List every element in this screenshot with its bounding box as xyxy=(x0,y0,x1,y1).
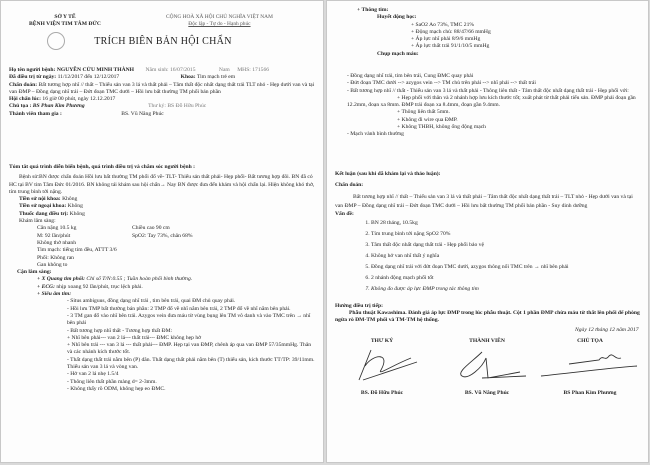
echo-item: + Nhĩ bên phải--- van 2 lá--- thất trái--- ĐMC không hẹp hở xyxy=(67,334,202,341)
exam-lungs: Phổi: Không ran xyxy=(37,254,74,261)
echo-item: - Hồi lưu TMP bất thường bán phần: 2 TMP đổ về nhĩ nằm bên trái, 2 TMP đổ về nhĩ nằm bên phải. xyxy=(67,305,291,312)
plan-label: Hướng điều trị tiếp: xyxy=(335,302,383,309)
echo-item: + Nhĩ bên trái --- van 3 lá --- thất phải--- ĐMP. Hẹp tại van ĐMP, chênh áp qua van ĐMP 57/35mmHg. Thân và các nhánh kích thước tốt. xyxy=(67,342,312,356)
department-value: Tim mạch trẻ em xyxy=(196,74,236,81)
echo-item: - Situs ambiguus, đồng dạng nhĩ trái , tim bên trái, quai ĐM chủ quay phải. xyxy=(67,298,236,305)
angiography-sub-item: + Không đi wire qua ĐMP. xyxy=(397,116,458,123)
patient-name: NGUYỄN CỬU MINH THÀNH xyxy=(56,67,135,73)
members-label: Thành viên tham gia : xyxy=(9,110,62,117)
surgical-history-value: Không xyxy=(67,203,83,210)
exam-heart: Tim mạch: tiếng tim đều, ATTT 3/6 xyxy=(37,247,117,254)
angiography-sub-para: + Hẹp phổi với thân và 2 nhánh hợp lưu kích thước tốt; xuất phát từ thất phải tiểu sản. ĐMP phải đoạn gần 12.2mm, đoạn xa 8mm. ĐMP trái đoạn xa 8.4mm, đoạn gần 9.4mm. xyxy=(347,94,636,109)
plan-text: Đánh giá áp lực ĐMP trong lúc phẫu thuật. Cột 1 phần ĐMP chừa máu từ thất lên phổi để phòng ngừa rò ĐM-TM phổi và TM-TM hệ thống. xyxy=(335,310,640,324)
echo-item: - Bất tương hợp nhĩ thất - Tương hợp thất ĐM: xyxy=(67,327,173,334)
exam-spo2: SpO2: Tay 73%, chân 68% xyxy=(132,232,193,239)
hemodynamics-item: + Động mạch chủ: 88/47/66 mmHg xyxy=(411,28,491,35)
issue-item: 6. 2 nhánh động mạch phổi tốt xyxy=(371,273,642,284)
treatment-period-label: Đã điều trị từ ngày: xyxy=(9,74,57,81)
surgical-history-label: Tiền sử ngoại khoa: xyxy=(19,203,67,210)
secretary-label: Thư ký: xyxy=(148,103,166,110)
internal-history-value: Không xyxy=(62,196,78,203)
echo-findings xyxy=(9,298,315,393)
diagnosis-text: Bất tương hợp nhĩ // thất – Thiểu sản van 3 lá và thất phải – Tâm thất độc nhất dạng thất trái TLT nhỏ - Hẹp dưới van và tại van ĐMP – Đồng dạng nhĩ trái – Đứt đoạn TMC dưới – Hồi lưu bất thường TM phổi bán phần xyxy=(9,81,315,95)
ecg-label: + ECG: xyxy=(37,283,55,290)
conclusion-heading: Kết luận (sau khi đã khám lại và thảo luận): xyxy=(335,171,441,177)
exam-weight: Cân nặng 10.5 kg xyxy=(37,225,77,232)
exam-pulse: M: 92 lần/phút xyxy=(37,232,71,239)
current-meds-value: Không xyxy=(69,210,85,217)
paraclinical-label: Cận lâm sàng: xyxy=(17,269,52,276)
echo-label: + Siêu âm tim: xyxy=(37,291,72,298)
echo-item: - 3 TM gan đổ vào nhĩ bên trái. Azygos vein đưa máu từ vùng bụng lên TM vô danh và vào TMC trên → nhĩ bên phải xyxy=(67,312,311,327)
clinical-exam-label: Khám lâm sàng: xyxy=(19,218,56,225)
national-motto: CỘNG HOÀ XÃ HỘI CHỦ NGHĨA VIỆT NAM xyxy=(166,14,273,20)
conclusion-section xyxy=(335,171,642,325)
issue-item: 5. Đồng dạng nhĩ trái với đứt đoạn TMC dưới, azygos thông nối TMC trên → nhĩ bên phải xyxy=(371,262,642,273)
department-label: Khoa: xyxy=(180,74,196,81)
summary-section xyxy=(9,164,319,393)
patient-info xyxy=(9,67,319,118)
angiography-sub-item: + Thông liên thất 5mm. xyxy=(397,109,450,116)
issue-item: 4. Không hở van nhĩ thất ý nghĩa xyxy=(371,251,642,262)
chair-label: Chủ tọa : xyxy=(9,103,32,110)
issue-item: 3. Tâm thất độc nhất dạng thất trái - Hẹp phổi bảo vệ xyxy=(371,240,642,251)
coronary-result: - Mạch vành bình thường xyxy=(347,131,404,138)
conclusion-diagnosis-label: Chẩn đoán: xyxy=(335,182,364,189)
department-of-health: SỞ Y TẾ xyxy=(54,14,76,20)
patient-dob: Năm sinh: 16/07/2015 xyxy=(145,67,196,73)
document-page-left xyxy=(0,0,324,463)
signature-scribble-icon xyxy=(452,348,527,382)
angiography-sub-item: + Không THBH, không ống động mạch xyxy=(397,124,486,131)
hospital-name: BỆNH VIỆN TIM TÂM ĐỨC xyxy=(29,21,101,27)
treatment-period: 11/12/2017 đến 12/12/2017 xyxy=(57,74,120,81)
signature-name: BS. Đỗ Hữu Phúc xyxy=(360,390,404,396)
patient-name-label: Họ tên người bệnh: xyxy=(9,67,56,73)
national-header xyxy=(166,14,273,28)
document-page-right xyxy=(326,0,649,463)
internal-history-label: Tiền sử nội khoa: xyxy=(19,196,61,203)
issue-item: 2. Tím trung bình tới nặng SpO2 70% xyxy=(371,229,642,240)
medical-history-text: Bệnh sử:BN được chẩn đoán Hồi lưu bất thường TM phổi đổ về- TLT- Thiểu sản thất phải- Hẹp phổi- Bất tương hợp đôi. BN đã có HC tại BV tim Tâm Đức 01/2016. BN không tái khám sau hội chẩn→ Nay BN được đưa đến khám và hội chẩn lại. Hiện không khó thở, tím trung bình tới nặng. xyxy=(9,174,315,195)
ecg-value: nhịp xoang 92 lần/phút, trục lệch phải. xyxy=(56,283,143,290)
signature-member xyxy=(452,338,522,408)
angiography-item: - Đứt đoạn TMC dưới --> azygos vein --> TM chủ trên phải --> nhĩ phải --> thất trái xyxy=(347,80,536,87)
signature-chair xyxy=(545,338,635,408)
consult-time: 16 giờ 00 phút, ngày 12.12.2017 xyxy=(42,96,116,103)
hemodynamics-item: + Áp lực thất trái 91/1/10/5 mmHg xyxy=(411,43,490,50)
members-name: BS. Vũ Năng Phúc xyxy=(121,110,164,117)
exam-height: Chiều cao 90 cm xyxy=(132,225,170,232)
plan-procedure: Phẫu thuật Kawashima. xyxy=(349,310,407,317)
hemodynamics-label: Huyết động học: xyxy=(377,14,417,21)
catheter-label: + Thông tim: xyxy=(357,7,389,13)
angiography-findings xyxy=(347,73,642,139)
echo-item: - Hở van 2 lá nhẹ 1.5/4 xyxy=(67,371,119,378)
national-slogan: Độc lập - Tự do - Hạnh phúc xyxy=(188,21,251,27)
issue-item: 7. Không đo được áp lực ĐMP trong tác thông tim xyxy=(371,284,642,295)
xray-label: + X Quang tim phổi: xyxy=(37,276,85,283)
xray-value: Chỉ số T/N:0.55 ; Tuần hoàn phổi bình thường. xyxy=(86,276,193,283)
signature-scribble-icon xyxy=(539,346,639,382)
signature-secretary xyxy=(347,338,417,408)
signature-name: BS. Vũ Năng Phúc xyxy=(464,390,510,396)
current-meds-label: Thuốc đang điều trị: xyxy=(19,210,69,217)
signature-role: CHỦ TỌA xyxy=(577,338,603,344)
hemodynamics-item: + Áp lực nhĩ phải 8/9/6 mmHg xyxy=(411,36,481,43)
signature-name: BS Phan Kim Phương xyxy=(563,390,617,396)
issues-label: Vấn đề: xyxy=(335,210,354,217)
chair-name: BS Phan Kim Phương xyxy=(32,103,85,110)
signing-date: Ngày 12 tháng 12 năm 2017 xyxy=(575,327,639,333)
document-title: TRÍCH BIÊN BẢN HỘI CHẨN xyxy=(94,36,232,47)
signature-scribble-icon xyxy=(351,346,419,384)
diagnosis-label: Chẩn đoán: xyxy=(9,81,38,88)
signature-role: THÀNH VIÊN xyxy=(469,338,505,344)
exam-liver: Gan không to xyxy=(37,261,68,268)
exam-breathing: Không thở nhanh xyxy=(37,239,77,246)
echo-item: - Thất dạng thất trái nằm bên (P) dãn. Thất dạng thất phải nằm bên (T) thiểu sản, kích thước TT/TP: 39/11mm. Thiểu sản van 3 lá và vòng van. xyxy=(67,356,315,371)
patient-mrn: MHS: 171566 xyxy=(237,67,270,73)
angiography-item: - Đồng dạng nhĩ trái, tim bên trái, Cung ĐMC quay phải xyxy=(347,73,474,79)
patient-sex: Nam xyxy=(218,67,230,73)
issues-list xyxy=(335,218,642,295)
consult-time-label: Hội chẩn lúc: xyxy=(9,96,42,103)
hemodynamics-item: + SaO2 Ao 73%, TMC 21% xyxy=(411,21,475,28)
issue-item: 1. BN 28 tháng, 10.5kg xyxy=(371,218,642,229)
echo-item: - Không thấy rõ ODM, không hẹp eo ĐMC. xyxy=(67,385,166,392)
angiography-label: Chụp mạch máu: xyxy=(377,50,419,57)
echo-item: - Thông liên thất phần màng d= 2-3mm. xyxy=(67,378,157,385)
signature-role: THƯ KÝ xyxy=(370,338,394,344)
secretary-name: BS Đỗ Hữu Phúc xyxy=(167,103,207,110)
catheterization-section xyxy=(357,7,642,58)
angiography-item: - Bất tương hợp nhĩ // thất - Thiểu sản van 3 lá và thất phải - Thông liên thất - Tâm thất độc nhất dạng thất trái - Hẹp phổi với: xyxy=(347,87,629,94)
conclusion-diagnosis: Bất tương hợp nhĩ // thất – Thiểu sản van 3 lá và thất phải – Tâm thất độc nhất dạng thất trái – TLT nhỏ - Hẹp dưới van và tại van ĐMP – Đồng dạng nhĩ trái – Đứt đoạn TMC dưới – Hồi lưu bất thường TM phổi bán phần - Suy dinh dưỡng xyxy=(335,193,633,209)
summary-heading: Tóm tắt quá trình diễn biến bệnh, quá trình điều trị và chăm sóc người bệnh : xyxy=(9,164,195,170)
hospital-header xyxy=(29,14,101,28)
